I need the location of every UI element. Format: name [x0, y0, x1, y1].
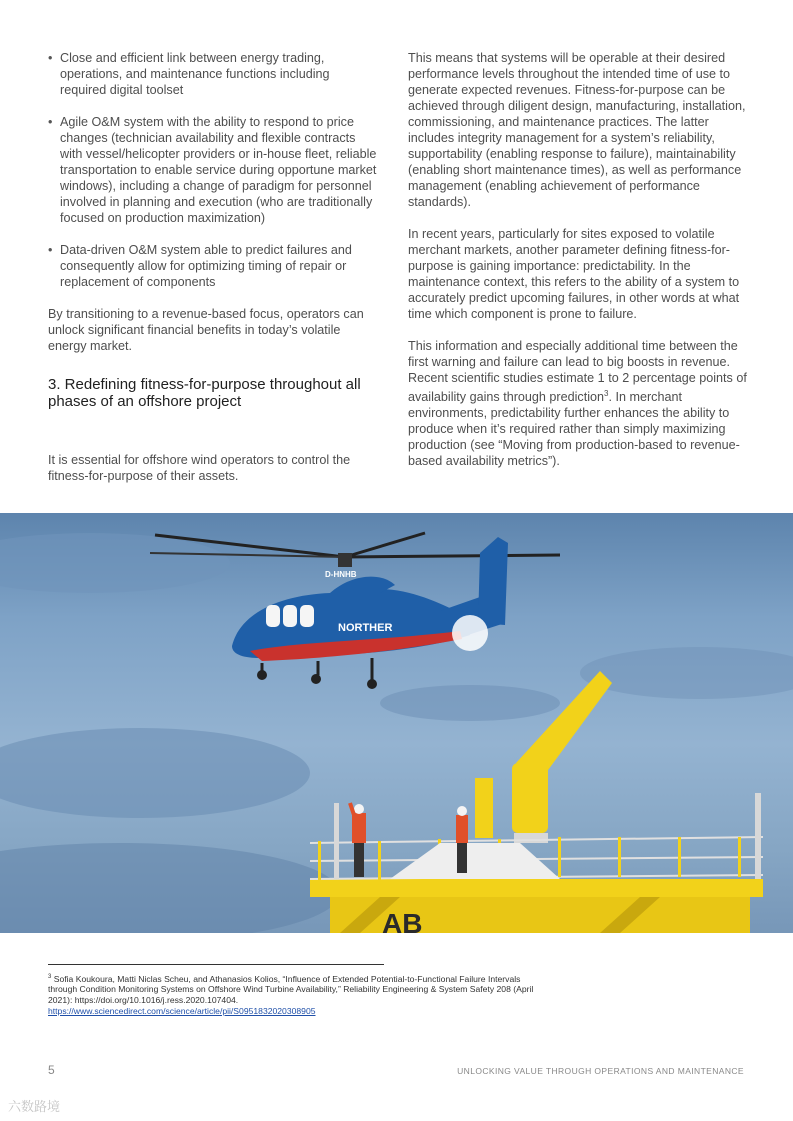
section-intro: It is essential for offshore wind operators to control the fitness-for-purpose of their assets. [48, 453, 351, 483]
list-item: • Data-driven O&M system able to predict failures and consequently allow for optimizing timing of repair or replacement of components [48, 242, 378, 290]
paragraph-prediction [408, 338, 748, 469]
cloud [0, 728, 310, 818]
footnote-text: Sofia Koukoura, Matti Niclas Scheu, and Athanasios Kolios, “Influence of Extended Potential-to-Functional Failure Intervals through Condition Monitoring Systems on Offshore Wind Turbine Availability,” Reliability Engineering & System Safety 208 (April 2021): https://doi.org/10.1016/j.ress.2020.107404. [48, 973, 534, 1006]
platform-marking: AB [382, 908, 423, 933]
paragraph: This means that systems will be operable at their desired performance levels throughout the intended time of use to generate expected revenues. Fitness-for-purpose can be achieved through diligent design, manufacturing, installation, commissioning, and maintenance practices. The latter includes integrity management for a system’s reliability, supportability (enabling response to failure), maintainability (enabling short maintenance times), as well as performance management (enabling achievement of performance standards). [408, 51, 746, 209]
paragraph: In recent years, particularly for sites exposed to volatile merchant markets, another parameter defining fitness-for-purpose is gaining importance: predictability. In the maintenance context, this refers to the ability of a system to accurately predict upcoming failures, in other words at what time which component is prone to failure. [408, 227, 740, 321]
helicopter-registration: D-HNHB [325, 570, 357, 579]
paragraph-text: . In merchant environments, predictability further enhances the ability to produce when it’s required rather than simply maximizing production (see “Moving from production-based to revenue-based availability metrics”). [408, 390, 740, 469]
helicopter-livery: NORTHER [338, 622, 393, 634]
section-heading: 3. Redefining fitness-for-purpose throughout all phases of an offshore project [48, 376, 361, 410]
photo-illustration [0, 513, 793, 933]
left-column [48, 50, 378, 500]
paragraph-text: This information and especially additional time between the first warning and failure can lead to big boosts in revenue. Recent scientific studies estimate 1 to 2 percentage points of availability gains through prediction [408, 339, 747, 405]
cloud [580, 647, 793, 699]
list-item: • Agile O&M system with the ability to respond to price changes (technician availability and flexible contracts with vessel/helicopter providers or in-house fleet, reliable transportation to enable service during opportune market windows), including a change of paradigm for personnel involved in planning and execution (who are traditionally focused on production maximization) [48, 114, 378, 226]
helicopter-platform-photo [0, 513, 793, 933]
footnote [48, 972, 538, 1016]
footnote-marker: 3 [48, 974, 52, 980]
list-item: • Close and efficient link between energy trading, operations, and maintenance functions including required digital toolset [48, 50, 378, 98]
footnote-link[interactable]: https://www.sciencedirect.com/science/article/pii/S0951832020308905 [48, 1005, 316, 1016]
cloud [0, 533, 230, 593]
cloud [0, 843, 340, 933]
running-footer: UNLOCKING VALUE THROUGH OPERATIONS AND MAINTENANCE [457, 1066, 744, 1076]
footnote-divider [48, 964, 384, 965]
closing-paragraph: By transitioning to a revenue-based focus, operators can unlock significant financial benefits in today’s volatile energy market. [48, 307, 364, 353]
watermark: 六数路境 [8, 1099, 61, 1114]
requirements-list [48, 50, 378, 290]
right-column [408, 50, 748, 485]
cloud [380, 685, 560, 721]
page-number: 5 [48, 1063, 55, 1077]
footnote-reference[interactable]: 3 [604, 389, 609, 398]
